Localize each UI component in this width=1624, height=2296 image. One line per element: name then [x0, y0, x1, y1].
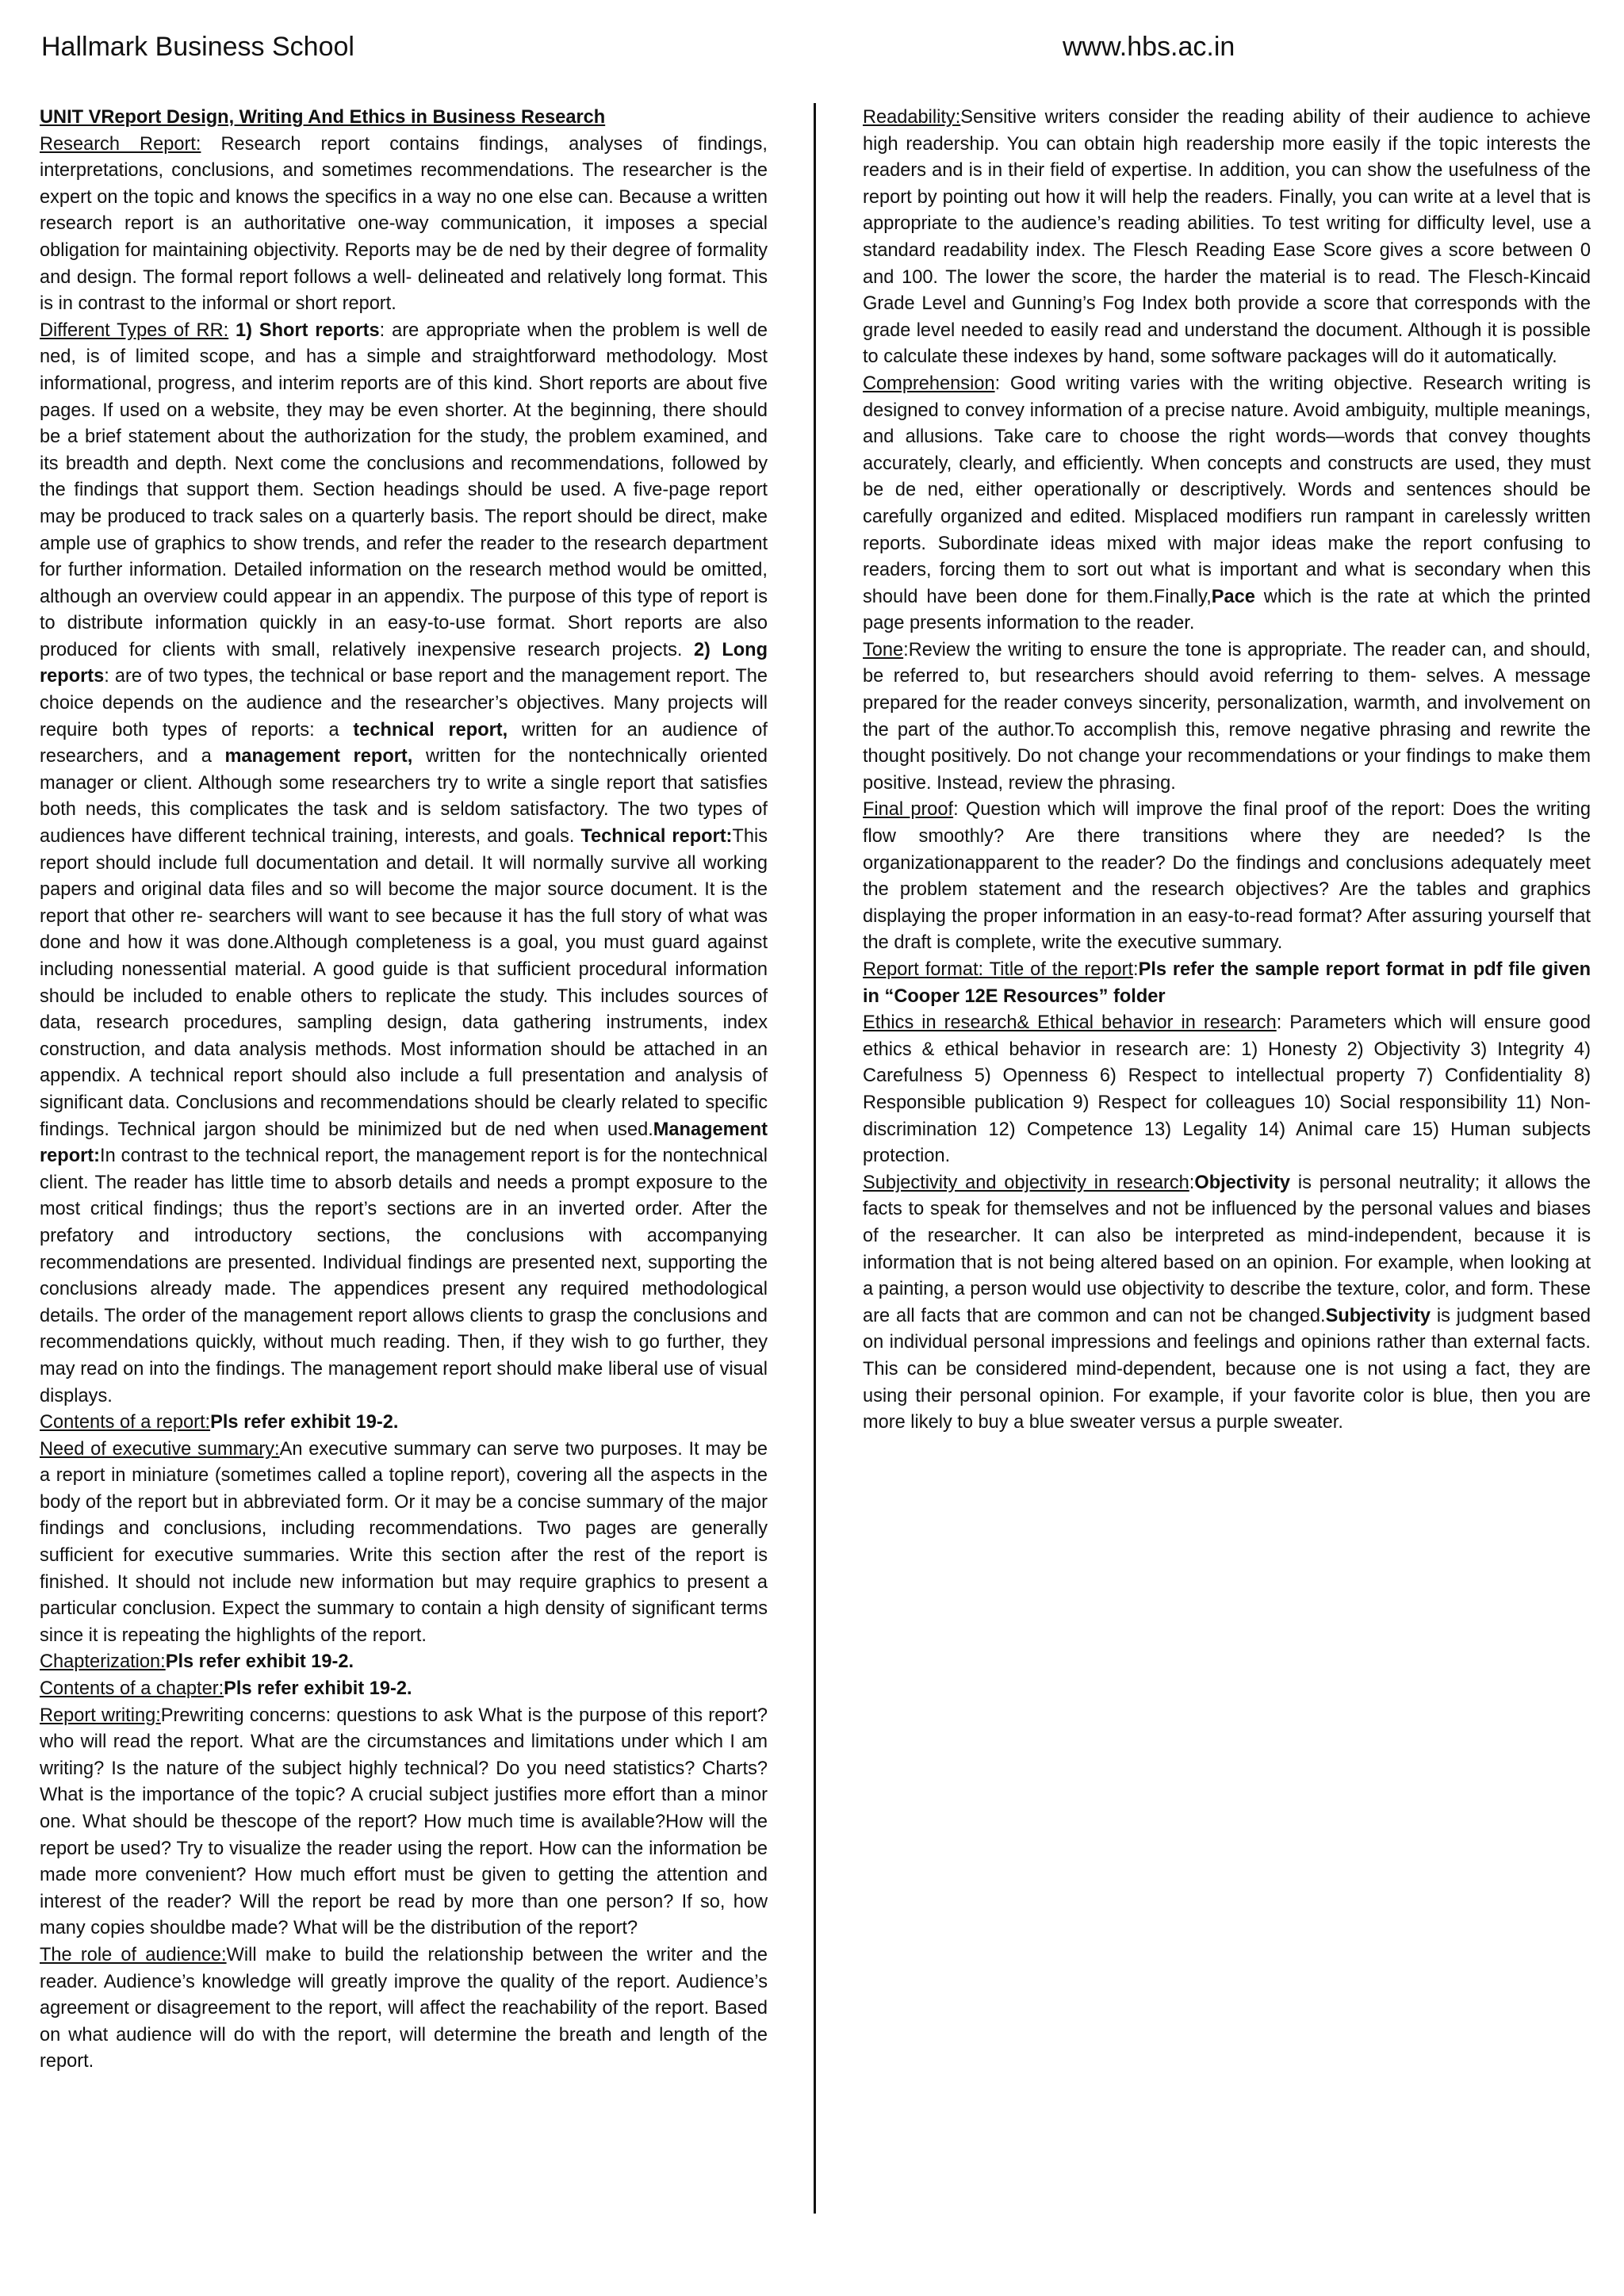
- audience-text: Will make to build the relationship between the writer and the reader. Audience’s knowledge will greatly improve the quality of the report. Audience’s agreement or disagreement to the report, will affect the reachability of the report. Based on what audience will do with the report, will determine the breath and length of the report.: [40, 1944, 768, 2072]
- research-report-text: Research report contains findings, analyses of findings, interpretations, conclusions, and sometimes recommendations. The researcher is the expert on the topic and knows the specifics in a way no one else can. Because a written research report is an authoritative one-way communication, it imposes a special obligation for maintaining objectivity. Reports may be de ned by their degree of formality and design. The formal report follows a well- delineated and relatively long format. This is in contrast to the informal or short report.: [40, 133, 768, 315]
- report-format-reference: Pls refer the sample report format in pdf file given in “Cooper 12E Resources” folder: [863, 959, 1591, 1007]
- comprehension-heading: Comprehension: [863, 373, 995, 394]
- right-column: [863, 105, 1591, 1437]
- objectivity-text: is personal neutrality; it allows the facts to speak for themselves and not be influenced by the personal values and biases of the researcher. It can also be interpreted as mind-independent, because it is information that is not being altered based on an opinion. For example, when looking at a painting, a person would use objectivity to describe the texture, color, and form. These are all facts that are common and can not be changed.: [863, 1172, 1591, 1326]
- report-writing-heading: Report writing:: [40, 1705, 161, 1726]
- management-report-term: management report,: [224, 746, 413, 767]
- long-reports-label: 2) Long reports: [40, 639, 768, 687]
- website-url[interactable]: www.hbs.ac.in: [1063, 32, 1235, 62]
- technical-report-label: Technical report:: [580, 826, 733, 848]
- ethics-heading: Ethics in research& Ethical behavior in research: [863, 1012, 1277, 1034]
- executive-summary-heading: Need of executive summary:: [40, 1438, 280, 1460]
- ethics-text: : Parameters which will ensure good ethics & ethical behavior in research are: 1) Honesty 2) Objectivity 3) Integrity 4) Carefulness 5) Openness 6) Respect to intellectual property 7) Confidentiality 8) Responsible publication 9) Respect for colleagues 10) Social responsibility 11) Non-discrimination 12) Competence 13) Legality 14) Animal care 15) Human subjects protection.: [863, 1012, 1591, 1167]
- types-heading: Different Types of RR:: [40, 320, 229, 341]
- research-report-paragraph: [40, 132, 768, 318]
- technical-report-text: This report should include full documentation and detail. It will normally survive all working papers and original data files and so will become the major source document. It is the report that other re- searchers will want to see because it has the full story of what was done and how it was done.Although completeness is a goal, you must guard against including nonessential material. A good guide is that sufficient procedural information should be included to enable others to replicate the study. This includes sources of data, research procedures, sampling design, data gathering instruments, index construction, and data analysis methods. Most information should be attached in an appendix. A technical report should also include a full presentation and analysis of significant data. Conclusions and recommendations should be clearly related to specific findings. Technical jargon should be minimized but de ned when used.: [40, 826, 768, 1140]
- research-report-heading: Research Report:: [40, 133, 201, 155]
- readability-text: Sensitive writers consider the reading ability of their audience to achieve high readership. You can obtain high readership more easily if the topic interests the readers and is in their field of expertise. In addition, you can show the usefulness of the report by pointing out how it will help the readers. Finally, you can write at a level that is appropriate to the audience’s reading abilities. To test writing for difficulty level, use a standard readability index. The Flesch Reading Ease Score gives a score between 0 and 100. The lower the score, the harder the material is to read. The Flesch-Kincaid Grade Level and Gunning’s Fog Index both provide a score that corresponds with the grade level needed to easily read and understand the document. Although it is possible to calculate these indexes by hand, some software packages will do it automatically.: [863, 107, 1591, 368]
- page-header: [0, 0, 1624, 95]
- objectivity-term: Objectivity: [1194, 1172, 1290, 1193]
- executive-summary-paragraph: [40, 1437, 768, 1650]
- chapter-contents-reference: Pls refer exhibit 19-2.: [224, 1678, 412, 1700]
- audience-heading: The role of audience:: [40, 1944, 227, 1965]
- comprehension-text-2: which is the rate at which the printed page presents information to the reader.: [863, 586, 1591, 634]
- short-reports-label: 1) Short reports: [228, 320, 380, 341]
- report-writing-paragraph: [40, 1703, 768, 1942]
- left-column: [40, 105, 768, 2076]
- report-format-heading: Report format: Title of the report: [863, 959, 1134, 980]
- pace-term: Pace: [1211, 586, 1255, 607]
- types-text-3: written for an audience of researchers, and a: [40, 719, 768, 767]
- subjectivity-paragraph: [863, 1170, 1591, 1437]
- chapterization-paragraph: [40, 1649, 768, 1676]
- types-text-4: written for the nontechnically oriented manager or client. Although some researchers try to write a single report that satisfies both needs, this complicates the task and is seldom satisfactory. The two types of audiences have different technical training, interests, and goals.: [40, 746, 768, 848]
- ethics-paragraph: [863, 1010, 1591, 1170]
- tone-heading: Tone: [863, 639, 904, 660]
- types-paragraph: [40, 318, 768, 1410]
- chapterization-reference: Pls refer exhibit 19-2.: [165, 1651, 354, 1673]
- readability-paragraph: [863, 105, 1591, 371]
- tone-paragraph: [863, 637, 1591, 798]
- subjectivity-text: is judgment based on individual personal impressions and feelings and opinions rather than external facts. This can be considered mind-dependent, because one is not using a fact, they are using their personal opinion. For example, if your favorite color is blue, then you are more likely to buy a blue sweater versus a purple sweater.: [863, 1305, 1591, 1433]
- comprehension-paragraph: [863, 371, 1591, 637]
- final-proof-paragraph: [863, 797, 1591, 957]
- final-proof-text: : Question which will improve the final proof of the report: Does the writing flow smoothly? Are there transitions where they are needed? Is the organizationapparent to the reader? Do the findings and conclusions adequately meet the problem statement and the research objectives? Are the tables and graphics displaying the proper information in an easy-to-read format? After assuring yourself that the draft is complete, write the executive summary.: [863, 799, 1591, 954]
- subjectivity-colon: :: [1189, 1172, 1195, 1193]
- management-report-text: In contrast to the technical report, the management report is for the nontechnical client. The reader has little time to absorb details and needs a prompt exposure to the most critical findings; thus the report’s sections are in an inverted order. After the prefatory and introductory sections, the conclusions with accompanying recommendations are presented. Individual findings are presented next, supporting the conclusions already made. The appendices present any required methodological details. The order of the management report allows clients to grasp the conclusions and recommendations quickly, without much reading. Then, if they wish to go further, they may read on into the findings. The management report should make liberal use of visual displays.: [40, 1146, 768, 1406]
- school-name: Hallmark Business School: [41, 32, 354, 62]
- audience-paragraph: [40, 1942, 768, 2076]
- chapter-contents-heading: Contents of a chapter:: [40, 1678, 224, 1700]
- report-format-colon: :: [1133, 959, 1139, 980]
- report-format-paragraph: [863, 957, 1591, 1010]
- long-reports-text: : are of two types, the technical or base report and the management report. The choice depends on the audience and the researcher’s objectives. Many projects will require both types of reports: a: [40, 666, 768, 740]
- subjectivity-heading: Subjectivity and objectivity in research: [863, 1172, 1189, 1193]
- technical-report-term: technical report,: [353, 719, 508, 740]
- short-reports-text: : are appropriate when the problem is well de ned, is of limited scope, and has a simple and straightforward methodology. Most informational, progress, and interim reports are of this kind. Short reports are about five pages. If used on a website, they may be even shorter. At the beginning, there should be a brief statement about the authorization for the study, the problem examined, and its breadth and depth. Next come the conclusions and recommendations, followed by the findings that support them. Section headings should be used. A five-page report may be produced to track sales on a quarterly basis. The report should be direct, make ample use of graphics to show trends, and refer the reader to the research department for further information. Detailed information on the research method would be omitted, although an overview could appear in an appendix. The purpose of this type of report is to distribute information quickly in an easy-to-use format. Short reports are also produced for clients with small, relatively inexpensive research projects.: [40, 320, 768, 660]
- chapterization-heading: Chapterization:: [40, 1651, 166, 1673]
- management-report-label: Management report:: [40, 1119, 768, 1167]
- unit-title: UNIT VReport Design, Writing And Ethics in Business Research: [40, 107, 606, 128]
- comprehension-text: : Good writing varies with the writing objective. Research writing is designed to convey information of a precise nature. Avoid ambiguity, multiple meanings, and allusions. Take care to choose the right words—words that convey thoughts accurately, clearly, and efficiently. When concepts and constructs are used, they must be de ned, either operationally or descriptively. Words and sentences should be carefully organized and edited. Misplaced modifiers run rampant in carelessly written reports. Subordinate ideas mixed with major ideas make the report confusing to readers, forcing them to sort out what is important and what is secondary when this should have been done for them.Finally,: [863, 373, 1591, 607]
- chapter-contents-paragraph: [40, 1676, 768, 1703]
- contents-reference: Pls refer exhibit 19-2.: [210, 1412, 399, 1433]
- executive-summary-text: An executive summary can serve two purposes. It may be a report in miniature (sometimes called a topline report), covering all the aspects in the body of the report but in abbreviated form. Or it may be a concise summary of the major findings and conclusions, including recommendations. Two pages are generally sufficient for executive summaries. Write this section after the rest of the report is finished. It should not include new information but may require graphics to present a particular conclusion. Expect the summary to contain a high density of significant terms since it is repeating the highlights of the report.: [40, 1438, 768, 1646]
- subjectivity-term: Subjectivity: [1325, 1305, 1431, 1326]
- column-divider: [814, 103, 816, 2214]
- contents-heading: Contents of a report:: [40, 1412, 211, 1433]
- tone-text: :Review the writing to ensure the tone is appropriate. The reader can, and should, be referred to, but researchers should avoid referring to them- selves. A message prepared for the reader conveys sincerity, personalization, warmth, and involvement on the part of the author.To accomplish this, remove negative phrasing and rewrite the thought positively. Do not change your recommendations or your findings to make them positive. Instead, review the phrasing.: [863, 639, 1591, 794]
- report-writing-text: Prewriting concerns: questions to ask What is the purpose of this report? who will read the report. What are the circumstances and limitations under which I am writing? Is the nature of the subject highly technical? Do you need statistics? Charts? What is the importance of the topic? A crucial subject justifies more effort than a minor one. What should be thescope of the report? How much time is available?How will the report be used? Try to visualize the reader using the report. How can the information be made more convenient? How much effort must be given to getting the attention and interest of the reader? Will the report be read by more than one person? If so, how many copies shouldbe made? What will be the distribution of the report?: [40, 1705, 768, 1939]
- contents-paragraph: [40, 1410, 768, 1437]
- final-proof-heading: Final proof: [863, 799, 954, 821]
- readability-heading: Readability:: [863, 107, 961, 128]
